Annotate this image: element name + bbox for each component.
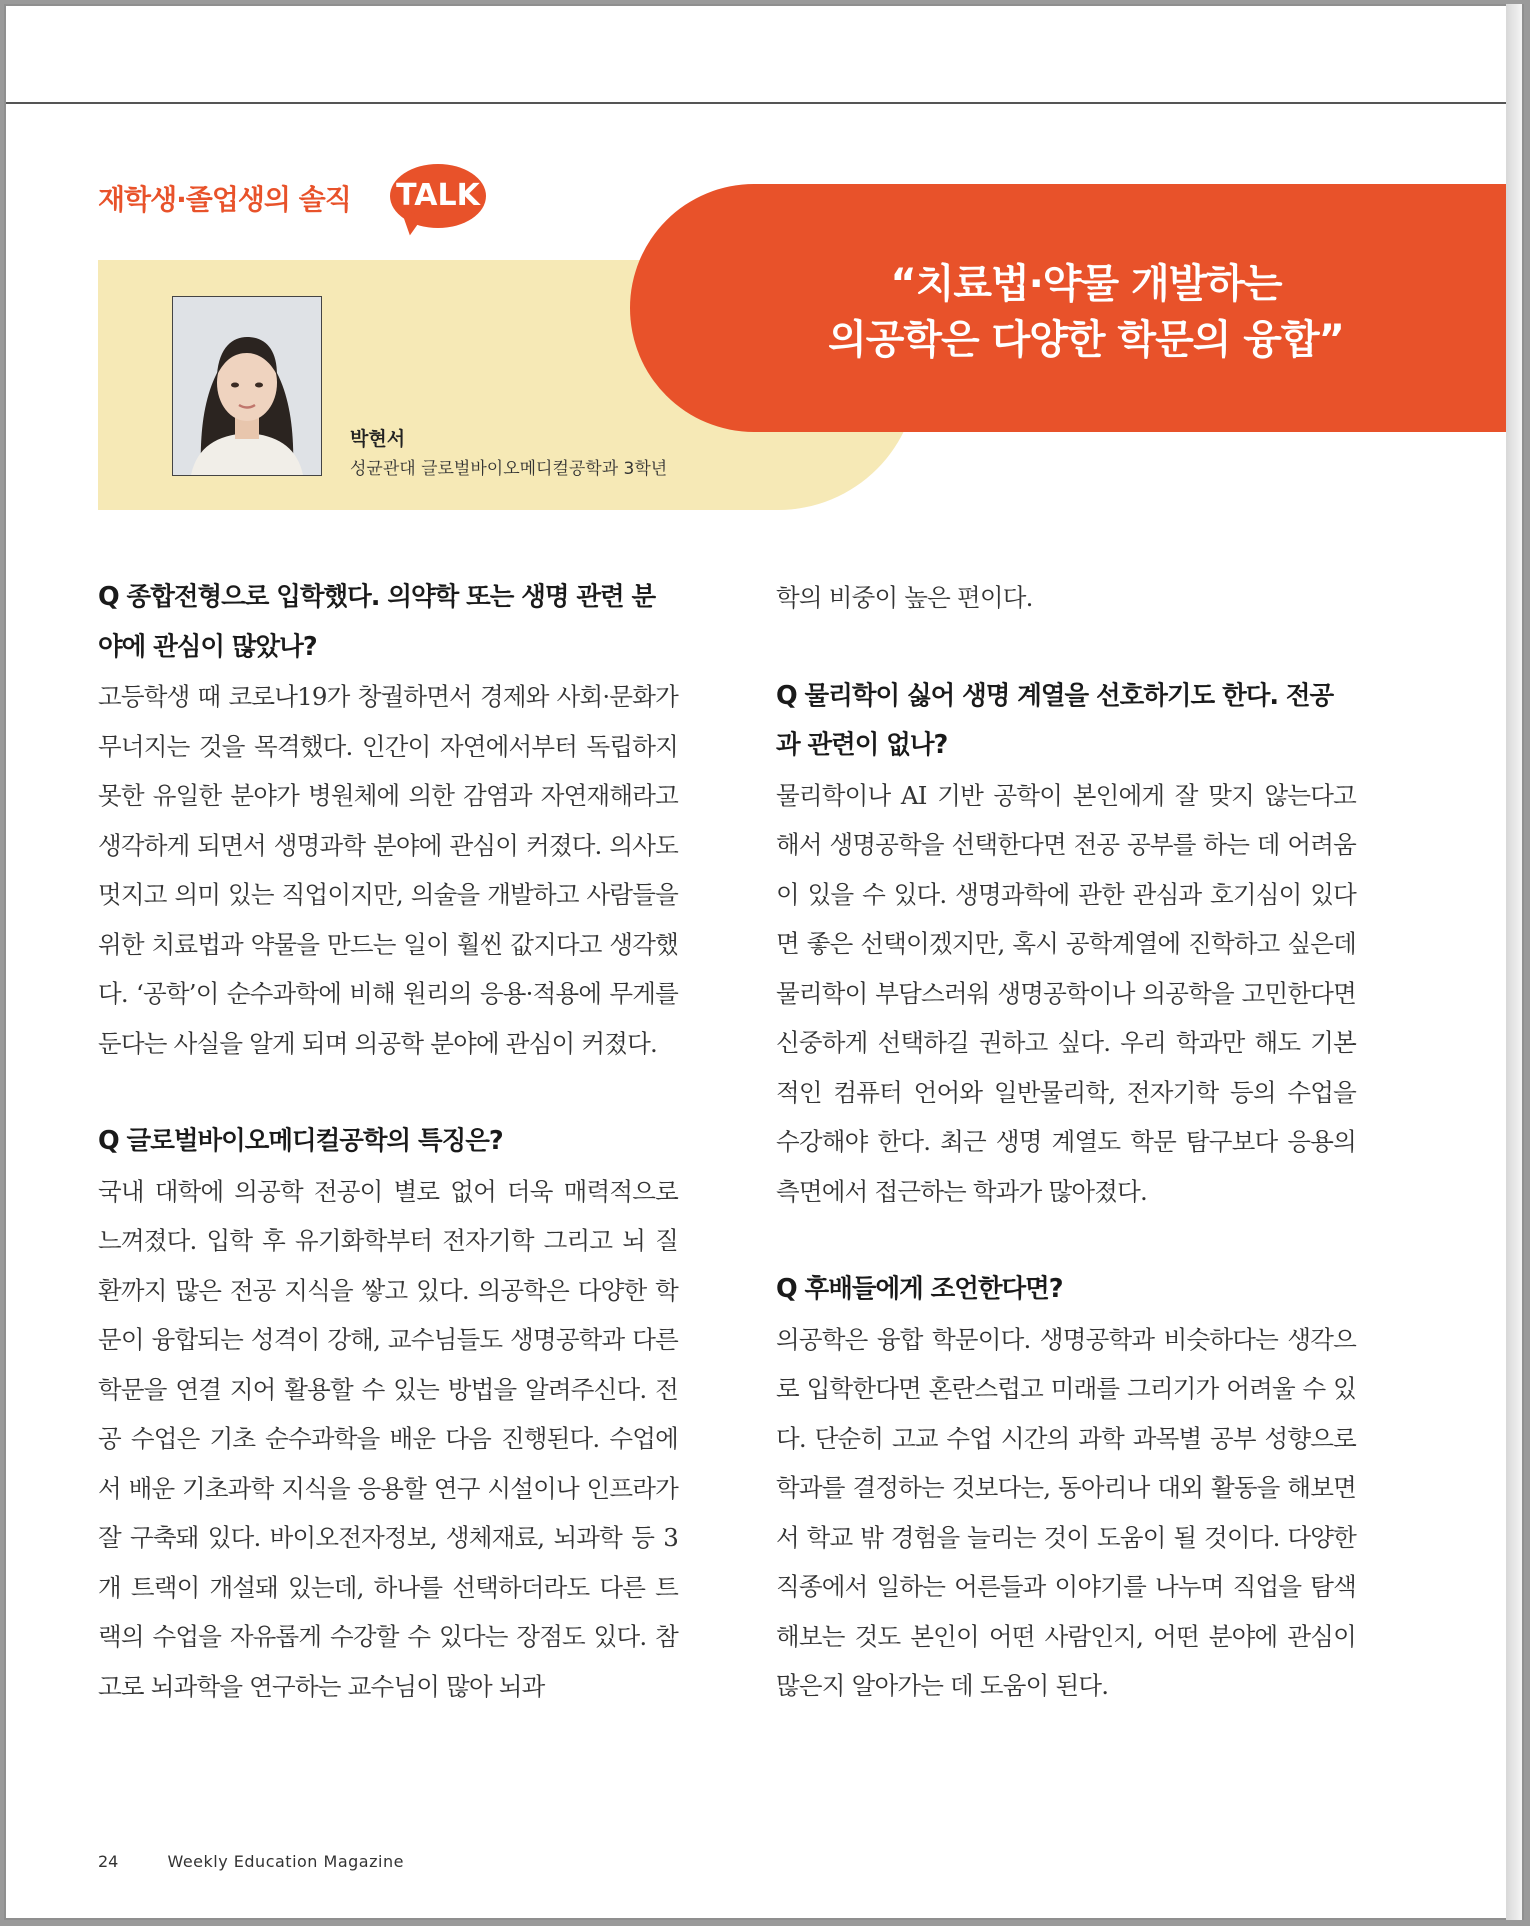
- series-label: 재학생·졸업생의 솔직: [98, 183, 351, 216]
- page-footer: [98, 1852, 404, 1871]
- headline-line-2: 의공학은 다양한 학문의 융합”: [828, 317, 1344, 363]
- question-4: Q 후배들에게 조언한다면?: [776, 1274, 1063, 1304]
- page-number: 24: [98, 1852, 119, 1871]
- profile-affiliation: 성균관대 글로벌바이오메디컬공학과 3학년: [350, 459, 668, 479]
- question-1: Q 종합전형으로 입학했다. 의약학 또는 생명 관련 분야에 관심이 많았나?: [98, 582, 656, 662]
- talk-badge: TALK: [396, 178, 480, 213]
- left-column: [98, 573, 678, 1711]
- headline-line-1: “치료법·약물 개발하는: [890, 261, 1282, 307]
- answer-4: 의공학은 융합 학문이다. 생명공학과 비슷하다는 생각으로 입학한다면 혼란스럽고 미래를 그리기가 어려울 수 있다. 단순히 고교 수업 시간의 과학 과목별 공부 성향으로 학과를 결정하는 것보다는, 동아리나 대외 활동을 해보면서 학교 밖 경험을 늘리는 것이 도움이 될 것이다. 다양한 직종에서 일하는 어른들과 이야기를 나누며 직업을 탐색해보는 것도 본인이 어떤 사람인지, 어떤 분야에 관심이 많은지 알아가는 데 도움이 된다.: [776, 1324, 1356, 1700]
- top-rule: [6, 102, 1506, 104]
- talk-bubble-icon: [390, 164, 486, 234]
- answer-1: 고등학생 때 코로나19가 창궐하면서 경제와 사회·문화가 무너지는 것을 목격했다. 인간이 자연에서부터 독립하지 못한 유일한 분야가 병원체에 의한 감염과 자연재해라고 생각하게 되면서 생명과학 분야에 관심이 커졌다. 의사도 멋지고 의미 있는 직업이지만, 의술을 개발하고 사람들을 위한 치료법과 약물을 만드는 일이 훨씬 값지다고 생각했다. ‘공학’이 순수과학에 비해 원리의 응용·적용에 무게를 둔다는 사실을 알게 되며 의공학 분야에 관심이 커졌다.: [98, 682, 678, 1058]
- student-portrait-icon: [173, 297, 321, 475]
- profile-photo: [172, 296, 322, 476]
- right-column: [776, 573, 1356, 1711]
- profile-name: 박현서: [350, 428, 406, 450]
- page-edge: [1506, 4, 1524, 1920]
- question-2: Q 글로벌바이오메디컬공학의 특징은?: [98, 1126, 503, 1156]
- magazine-name: Weekly Education Magazine: [167, 1852, 404, 1871]
- answer-2-continued: 학의 비중이 높은 편이다.: [776, 583, 1033, 612]
- question-3: Q 물리학이 싫어 생명 계열을 선호하기도 한다. 전공과 관련이 없나?: [776, 680, 1334, 760]
- magazine-page: [4, 4, 1508, 1920]
- headline-quote: [706, 256, 1466, 368]
- answer-2: 국내 대학에 의공학 전공이 별로 없어 더욱 매력적으로 느껴졌다. 입학 후 유기화학부터 전자기학 그리고 뇌 질환까지 많은 전공 지식을 쌓고 있다. 의공학은 다양한 학문이 융합되는 성격이 강해, 교수님들도 생명공학과 다른 학문을 연결 지어 활용할 수 있는 방법을 알려주신다. 전공 수업은 기초 순수과학을 배운 다음 진행된다. 수업에서 배운 기초과학 지식을 응용할 연구 시설이나 인프라가 잘 구축돼 있다. 바이오전자정보, 생체재료, 뇌과학 등 3개 트랙이 개설돼 있는데, 하나를 선택하더라도 다른 트랙의 수업을 자유롭게 수강할 수 있다는 장점도 있다. 참고로 뇌과학을 연구하는 교수님이 많아 뇌과: [98, 1176, 678, 1701]
- answer-3: 물리학이나 AI 기반 공학이 본인에게 잘 맞지 않는다고 해서 생명공학을 선택한다면 전공 공부를 하는 데 어려움이 있을 수 있다. 생명과학에 관한 관심과 호기심이 있다면 좋은 선택이겠지만, 혹시 공학계열에 진학하고 싶은데 물리학이 부담스러워 생명공학이나 의공학을 고민한다면 신중하게 선택하길 권하고 싶다. 우리 학과만 해도 기본적인 컴퓨터 언어와 일반물리학, 전자기학 등의 수업을 수강해야 한다. 최근 생명 계열도 학문 탐구보다 응용의 측면에서 접근하는 학과가 많아졌다.: [776, 780, 1356, 1206]
